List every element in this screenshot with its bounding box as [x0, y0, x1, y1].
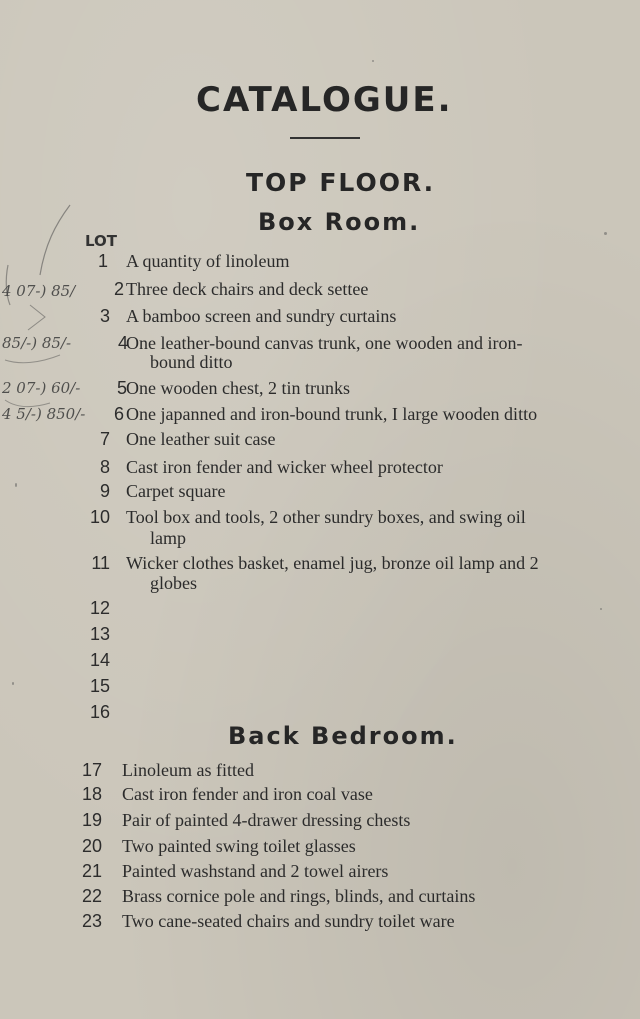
lot-description: A bamboo screen and sundry curtains: [126, 306, 397, 326]
lot-description: Cast iron fender and wicker wheel protector: [126, 457, 443, 477]
lot-column-header: LOT: [85, 232, 118, 250]
lot-description: Three deck chairs and deck settee: [126, 279, 369, 299]
lot-description: Linoleum as fitted: [122, 760, 254, 780]
floor-title: TOP FLOOR.: [246, 168, 436, 197]
pencil-annotation: 4 07-) 85/: [2, 282, 76, 300]
lot-number: 4: [117, 333, 128, 353]
lot-number: 15: [89, 676, 110, 696]
paper-speck: [12, 682, 14, 685]
lot-description-continued: lamp: [150, 528, 186, 548]
lot-description: Tool box and tools, 2 other sundry boxes, and swing oil: [126, 507, 526, 527]
lot-description-continued: globes: [150, 573, 197, 593]
lot-number: 6: [113, 404, 124, 424]
pencil-annotation: 2 07-) 60/-: [2, 379, 81, 397]
paper-speck: [600, 608, 602, 610]
paper-speck: [15, 483, 17, 487]
lot-description: Painted washstand and 2 towel airers: [122, 861, 389, 881]
lot-number: 5: [116, 378, 127, 398]
lot-description-continued: bound ditto: [150, 352, 233, 372]
lot-description: One wooden chest, 2 tin trunks: [126, 378, 350, 398]
lot-description: Brass cornice pole and rings, blinds, and curtains: [122, 886, 476, 906]
lot-description: One leather suit case: [126, 429, 276, 449]
lot-number: 17: [81, 760, 102, 780]
paper-speck: [604, 232, 607, 235]
title-underline: [290, 137, 360, 139]
lot-number: 9: [99, 481, 110, 501]
lot-number: 20: [81, 836, 102, 856]
lot-description: Pair of painted 4-drawer dressing chests: [122, 810, 411, 830]
lot-number: 11: [91, 553, 110, 573]
pencil-annotation: 4 5/-) 850/-: [2, 405, 86, 423]
lot-description: One leather-bound canvas trunk, one wooden and iron-: [126, 333, 523, 353]
lot-number: 3: [99, 306, 110, 326]
catalogue-title: CATALOGUE.: [196, 80, 453, 120]
lot-number: 8: [99, 457, 110, 477]
lot-description: One japanned and iron-bound trunk, I large wooden ditto: [126, 404, 538, 424]
section-title-back-bedroom: Back Bedroom.: [228, 722, 458, 750]
lot-description: Carpet square: [126, 481, 226, 501]
lot-number: 7: [99, 429, 110, 449]
pencil-annotation: 85/-) 85/-: [2, 334, 72, 352]
lot-number: 23: [81, 911, 102, 931]
lot-description: A quantity of linoleum: [126, 251, 290, 271]
lot-number: 22: [81, 886, 102, 906]
lot-description: Cast iron fender and iron coal vase: [122, 784, 373, 804]
lot-number: 12: [89, 598, 110, 618]
lot-description: Two cane-seated chairs and sundry toilet ware: [122, 911, 455, 931]
lot-number: 21: [81, 861, 102, 881]
lot-description: Two painted swing toilet glasses: [122, 836, 356, 856]
lot-number: 13: [89, 624, 110, 644]
lot-number: 14: [89, 650, 110, 670]
lot-number: 10: [89, 507, 110, 527]
paper-speck: [372, 60, 374, 62]
lot-number: 2: [113, 279, 124, 299]
lot-number: 16: [89, 702, 110, 722]
lot-number: 19: [81, 810, 102, 830]
lot-number: 1: [97, 251, 108, 271]
lot-description: Wicker clothes basket, enamel jug, bronze oil lamp and 2: [126, 553, 539, 573]
lot-number: 18: [81, 784, 102, 804]
section-title-box-room: Box Room.: [258, 208, 421, 236]
